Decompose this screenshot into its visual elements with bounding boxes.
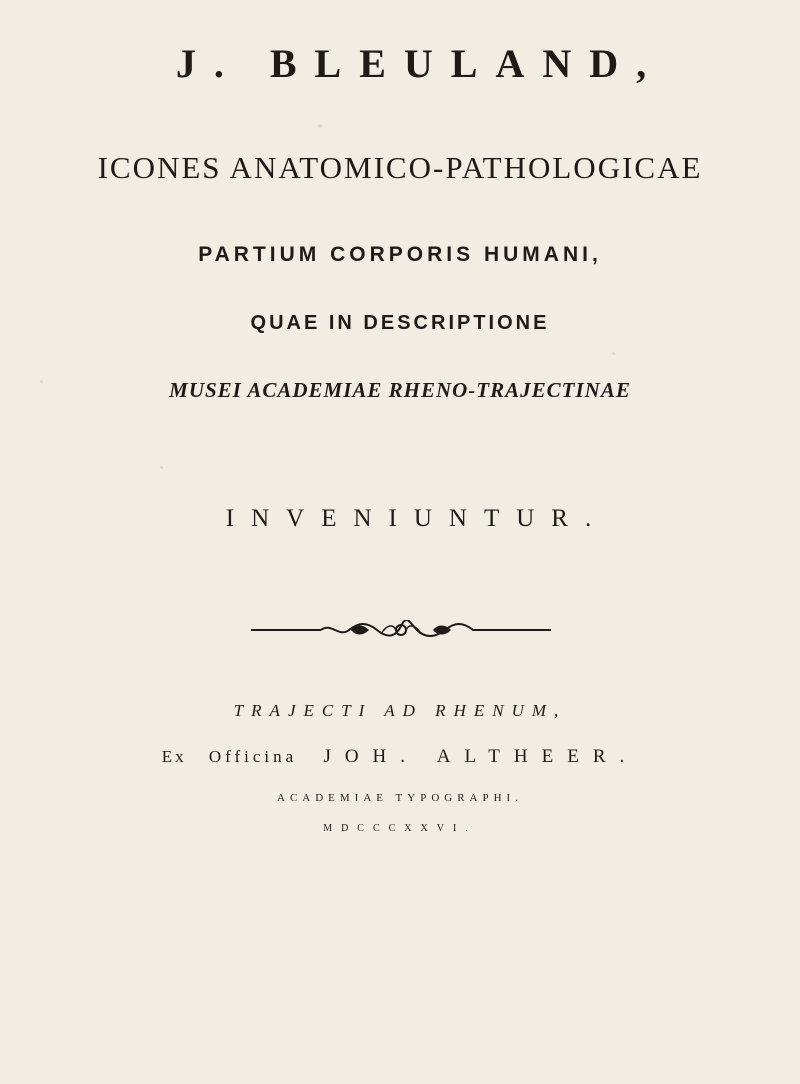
paper-spot bbox=[612, 352, 615, 355]
imprint-year: MDCCCXXVI. bbox=[323, 823, 477, 834]
subtitle-line-3: MUSEI ACADEMIAE RHENO-TRAJECTINAE bbox=[169, 378, 631, 402]
imprint-place: TRAJECTI AD RHENUM, bbox=[233, 701, 567, 720]
paper-spot bbox=[40, 380, 43, 383]
paper-spot bbox=[160, 466, 163, 469]
imprint-printer: JOH. ALTHEER. bbox=[323, 746, 639, 767]
paper-spot bbox=[318, 124, 322, 128]
subtitle-line-1: PARTIUM CORPORIS HUMANI, bbox=[198, 243, 602, 266]
book-title: ICONES ANATOMICO-PATHOLOGICAE bbox=[97, 150, 703, 185]
imprint-officina-word: Officina bbox=[208, 747, 298, 766]
imprint-officina bbox=[0, 746, 800, 768]
subtitle-line-2: QUAE IN DESCRIPTIONE bbox=[250, 312, 550, 334]
imprint-role: ACADEMIAE TYPOGRAPHI. bbox=[277, 792, 523, 804]
imprint-ex: Ex bbox=[161, 747, 187, 766]
subtitle-line-4: INVENIUNTUR. bbox=[225, 505, 609, 532]
ornamental-rule-icon bbox=[251, 620, 551, 640]
author-name: J. BLEULAND, bbox=[175, 41, 665, 86]
